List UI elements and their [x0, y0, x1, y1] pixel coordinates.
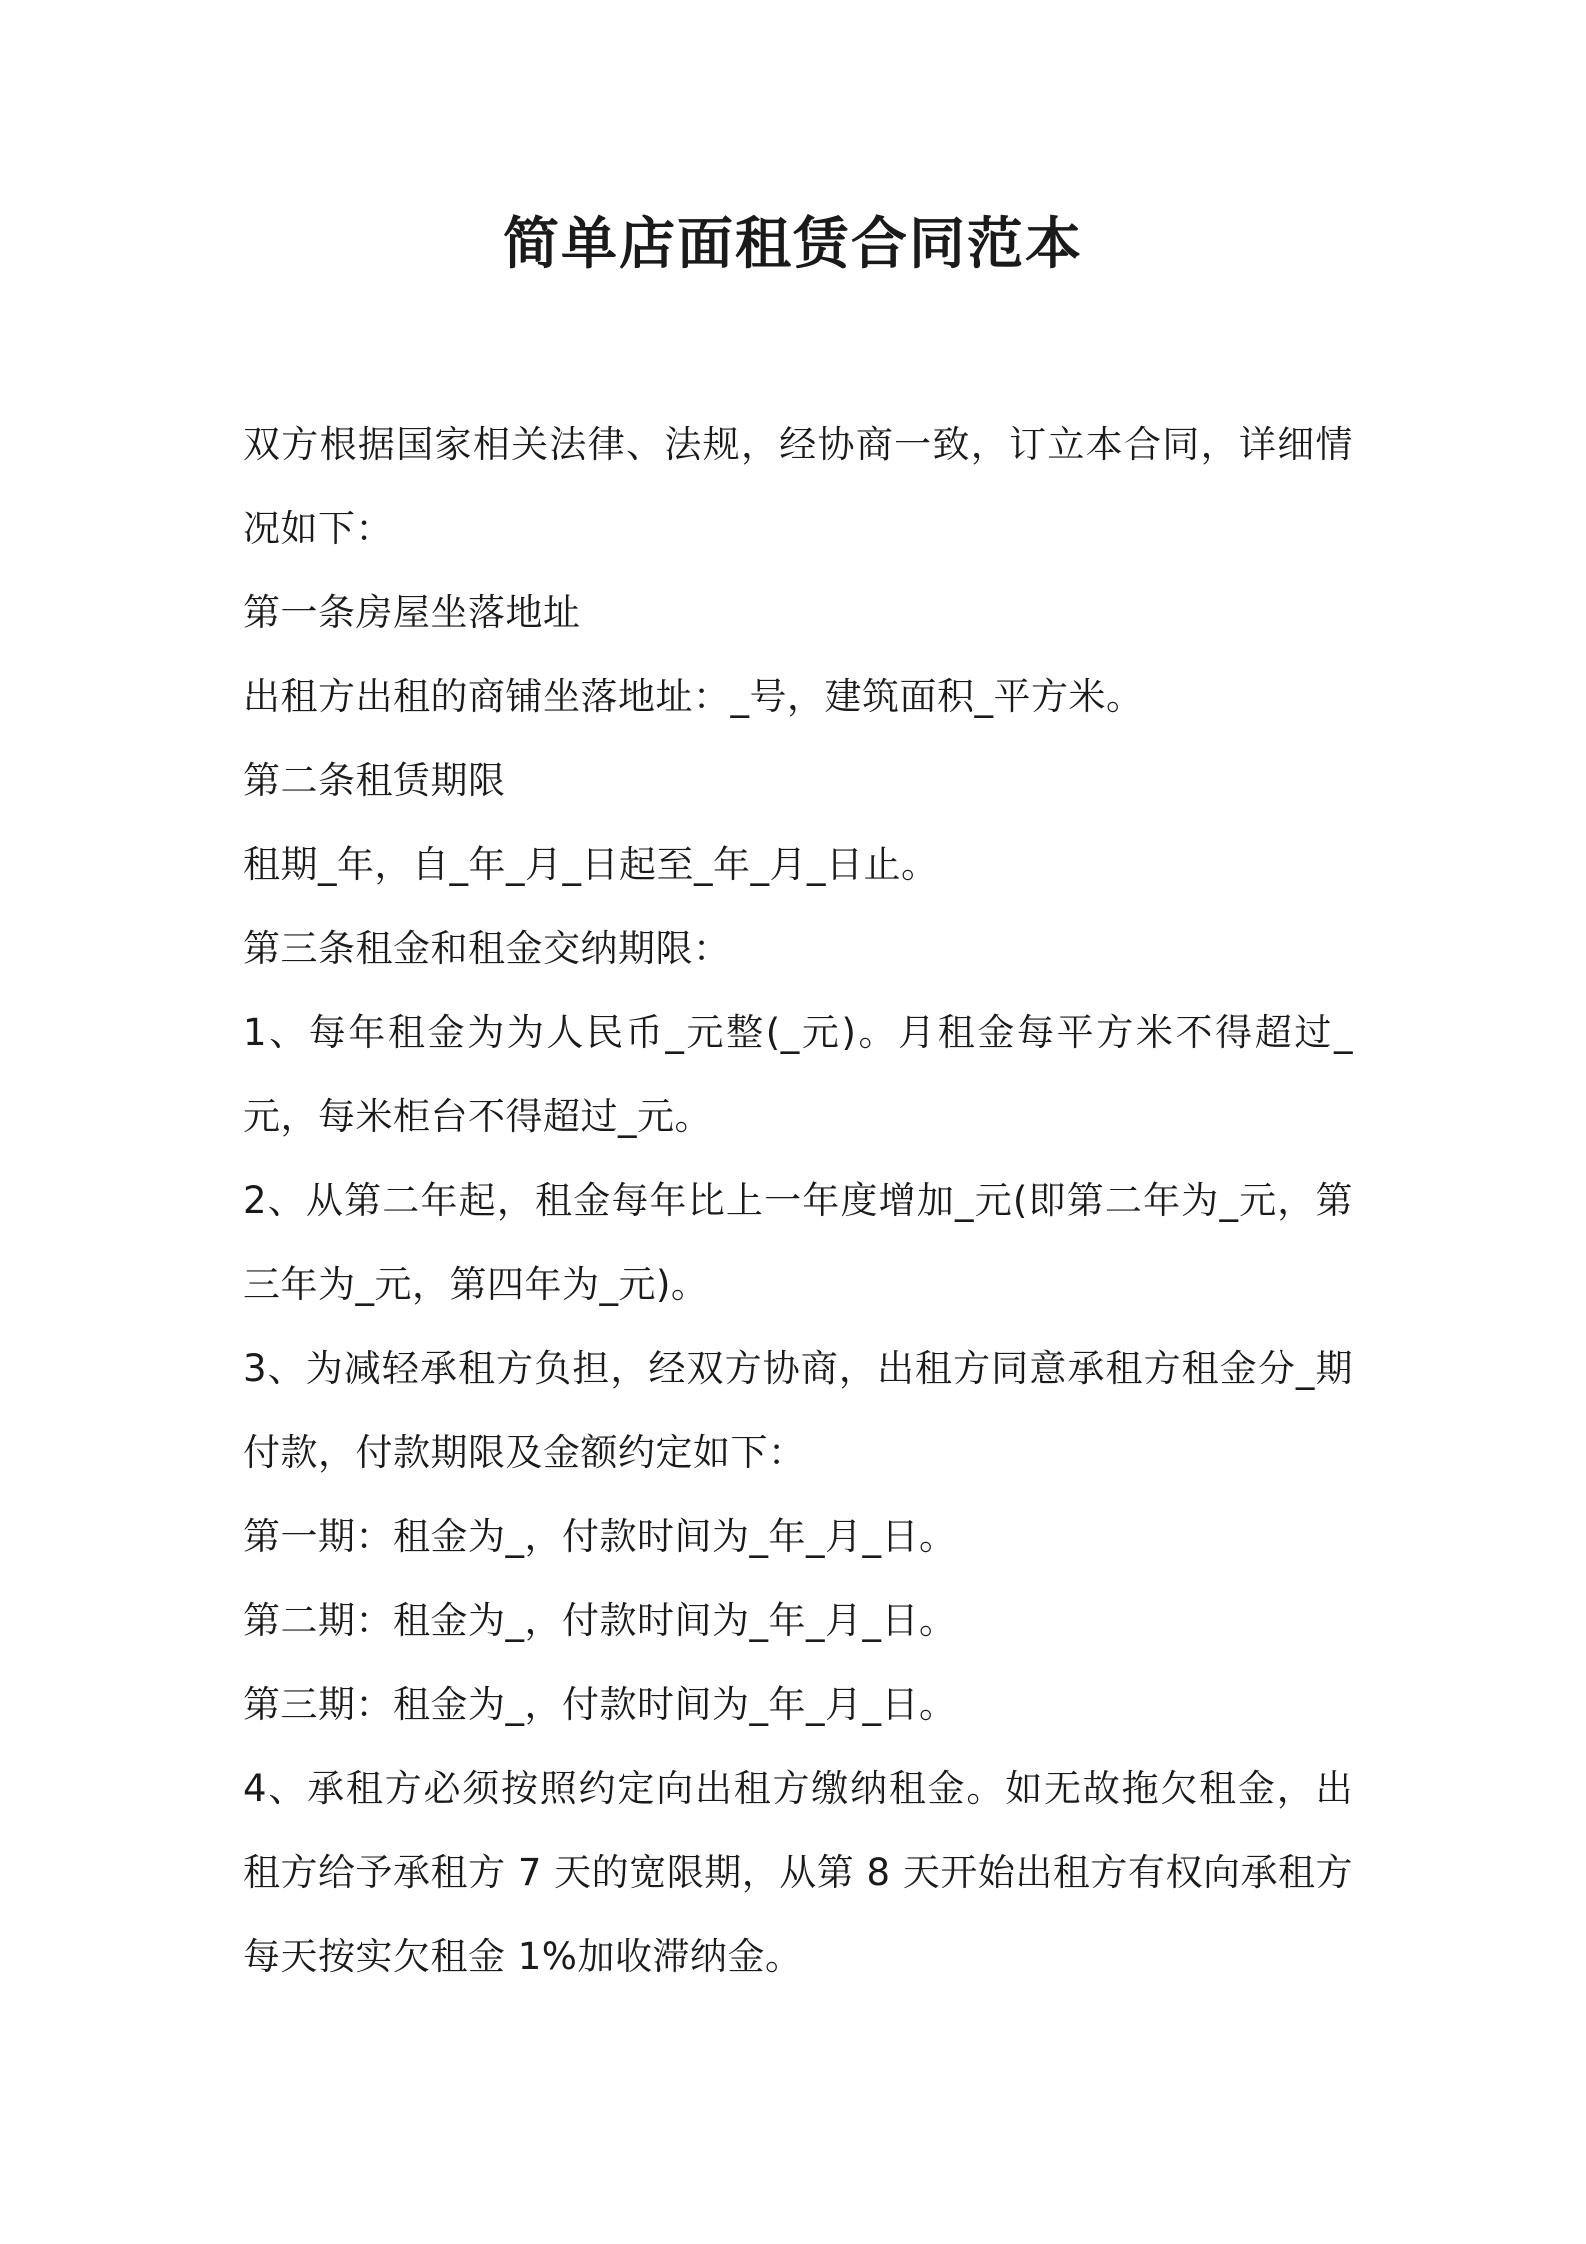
intro-paragraph: 双方根据国家相关法律、法规，经协商一致，订立本合同，详细情况如下：	[243, 423, 1353, 550]
article-2-text: 租期_年，自_年_月_日起至_年_月_日止。	[243, 843, 939, 886]
document-body	[243, 403, 1353, 1999]
document-title: 简单店面租赁合同范本	[503, 212, 1083, 277]
clause-2: 2、从第二年起，租金每年比上一年度增加_元(即第二年为_元，第三年为_元，第四年为_元)。	[243, 1179, 1353, 1306]
clause-3: 3、为减轻承租方负担，经双方协商，出租方同意承租方租金分_期付款，付款期限及金额约定如下：	[243, 1347, 1353, 1474]
clause-1: 1、每年租金为为人民币_元整(_元)。月租金每平方米不得超过_元，每米柜台不得超过_元。	[243, 1011, 1353, 1138]
article-1-heading: 第一条房屋坐落地址	[243, 591, 581, 634]
clause-4: 4、承租方必须按照约定向出租方缴纳租金。如无故拖欠租金，出租方给予承租方 7 天的宽限期，从第 8 天开始出租方有权向承租方每天按实欠租金 1%加收滞纳金。	[243, 1767, 1353, 1978]
article-1-text: 出租方出租的商铺坐落地址：_号，建筑面积_平方米。	[243, 675, 1144, 718]
article-2-heading: 第二条租赁期限	[243, 759, 506, 802]
installment-3: 第三期：租金为_，付款时间为_年_月_日。	[243, 1683, 957, 1726]
installment-1: 第一期：租金为_，付款时间为_年_月_日。	[243, 1515, 957, 1558]
installment-2: 第二期：租金为_，付款时间为_年_月_日。	[243, 1599, 957, 1642]
article-3-heading: 第三条租金和租金交纳期限：	[243, 927, 731, 970]
